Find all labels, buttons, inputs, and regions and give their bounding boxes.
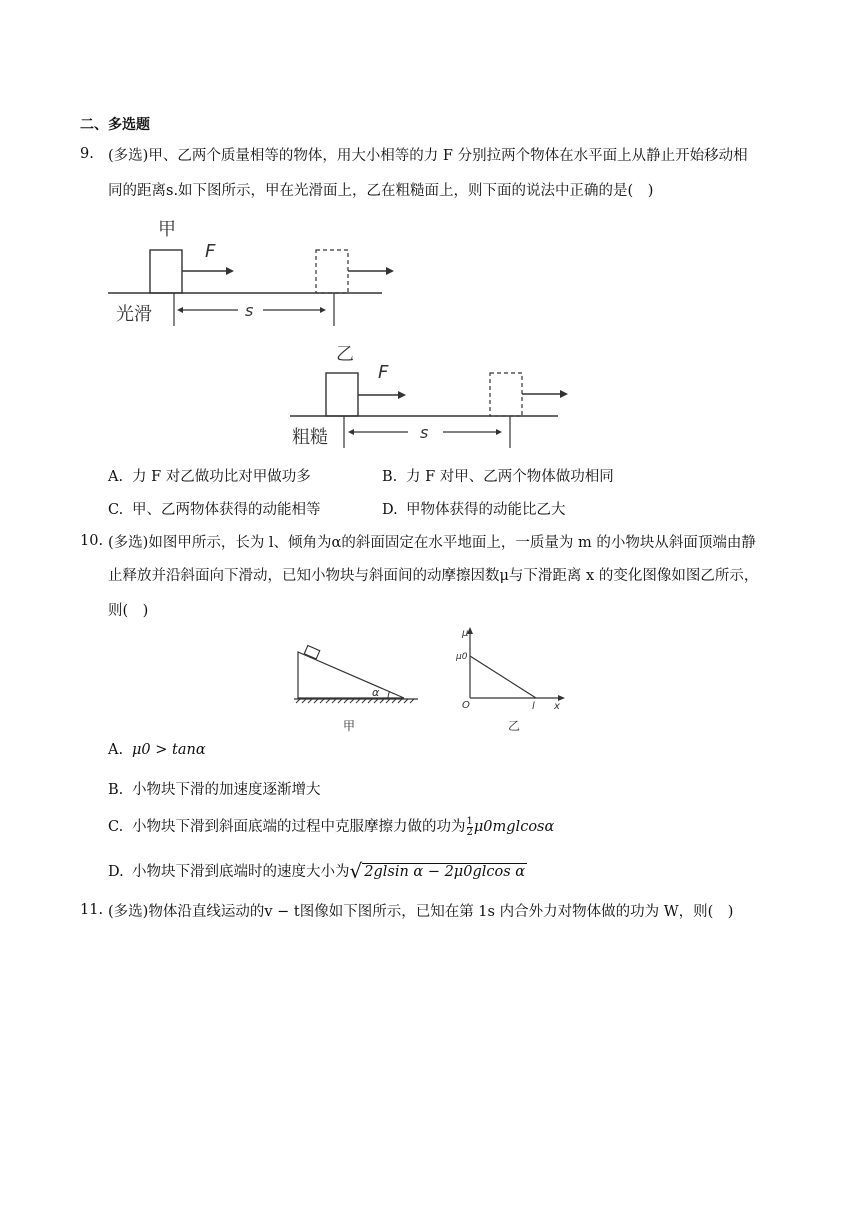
q9-distance-bottom: s <box>420 423 429 442</box>
q11-text: (多选)物体沿直线运动的v − t图像如下图所示，已知在第 1s 内合外力对物体做的功为 W，则( ) <box>108 904 734 920</box>
graph-y-label: μ <box>462 628 469 639</box>
q11-number: 11. <box>80 902 104 918</box>
q9-force-label-top: F <box>205 241 216 262</box>
incline-angle-label: α <box>372 686 380 699</box>
graph-y-tick: μ0 <box>456 652 468 662</box>
incline-triangle <box>298 652 404 698</box>
q9-line2: 同的距离s.如下图所示，甲在光滑面上，乙在粗糙面上，则下面的说法中正确的是( ) <box>108 183 654 199</box>
q10-figure-incline <box>290 640 420 735</box>
graph-caption: 乙 <box>508 719 521 733</box>
section-title: 二、多选题 <box>80 117 150 133</box>
q10-option-d: D. 小物块下滑到底端时的速度大小为√ 2glsin α − 2μ0glcos α <box>108 859 526 883</box>
q9-surface-top: 光滑 <box>116 304 152 325</box>
q9-option-a: A. 力 F 对乙做功比对甲做功多 <box>108 469 311 485</box>
q9-number: 9. <box>80 146 94 162</box>
q10-figure-graph <box>452 624 572 736</box>
q9-figure <box>108 210 408 450</box>
incline-caption: 甲 <box>343 719 356 733</box>
q9-fig-bottom-label: 乙 <box>336 344 354 365</box>
q9-distance-top: s <box>245 301 254 320</box>
q10-line3: 则( ) <box>108 603 149 619</box>
q10-line1: (多选)如图甲所示，长为 l、倾角为α的斜面固定在水平地面上，一质量为 m 的小物块从斜面顶端由静 <box>108 535 756 551</box>
q9-option-d: D. 甲物体获得的动能比乙大 <box>382 502 566 518</box>
q9-option-b: B. 力 F 对甲、乙两个物体做功相同 <box>382 469 614 485</box>
small-block <box>304 645 320 658</box>
q10-number: 10. <box>80 533 104 549</box>
q9-surface-bottom: 粗糙 <box>292 427 328 448</box>
q10-option-c: C. 小物块下滑到斜面底端的过程中克服摩擦力做的功为 $\frac{1}{2}$ μ0mglcosα <box>108 815 555 838</box>
q9-fig-top-label: 甲 <box>158 219 176 240</box>
q9-force-label-bottom: F <box>378 362 389 383</box>
q9-option-c: C. 甲、乙两物体获得的动能相等 <box>108 502 321 518</box>
graph-x-tick: l <box>532 701 535 712</box>
graph-x-label: x <box>554 701 560 712</box>
q9-block-top-final <box>316 250 348 293</box>
sqrt-sign: √ <box>349 859 363 883</box>
q9-figure-right <box>408 360 608 450</box>
graph-origin: O <box>462 700 470 711</box>
c-fraction: $\frac{1}{2}$ <box>466 815 473 838</box>
q9-block-top <box>150 250 182 293</box>
q10-line2: 止释放并沿斜面向下滑动，已知小物块与斜面间的动摩擦因数μ与下滑距离 x 的变化图像如图乙所示， <box>108 568 759 584</box>
graph-mu-line <box>470 656 536 698</box>
q10-option-a: A. μ0 > tanα <box>108 742 206 758</box>
q9-line1: (多选)甲、乙两个质量相等的物体，用大小相等的力 F 分别拉两个物体在水平面上从静止开始移动相 <box>108 148 748 164</box>
q9-block-bottom <box>326 373 358 416</box>
q10-option-b: B. 小物块下滑的加速度逐渐增大 <box>108 782 321 798</box>
